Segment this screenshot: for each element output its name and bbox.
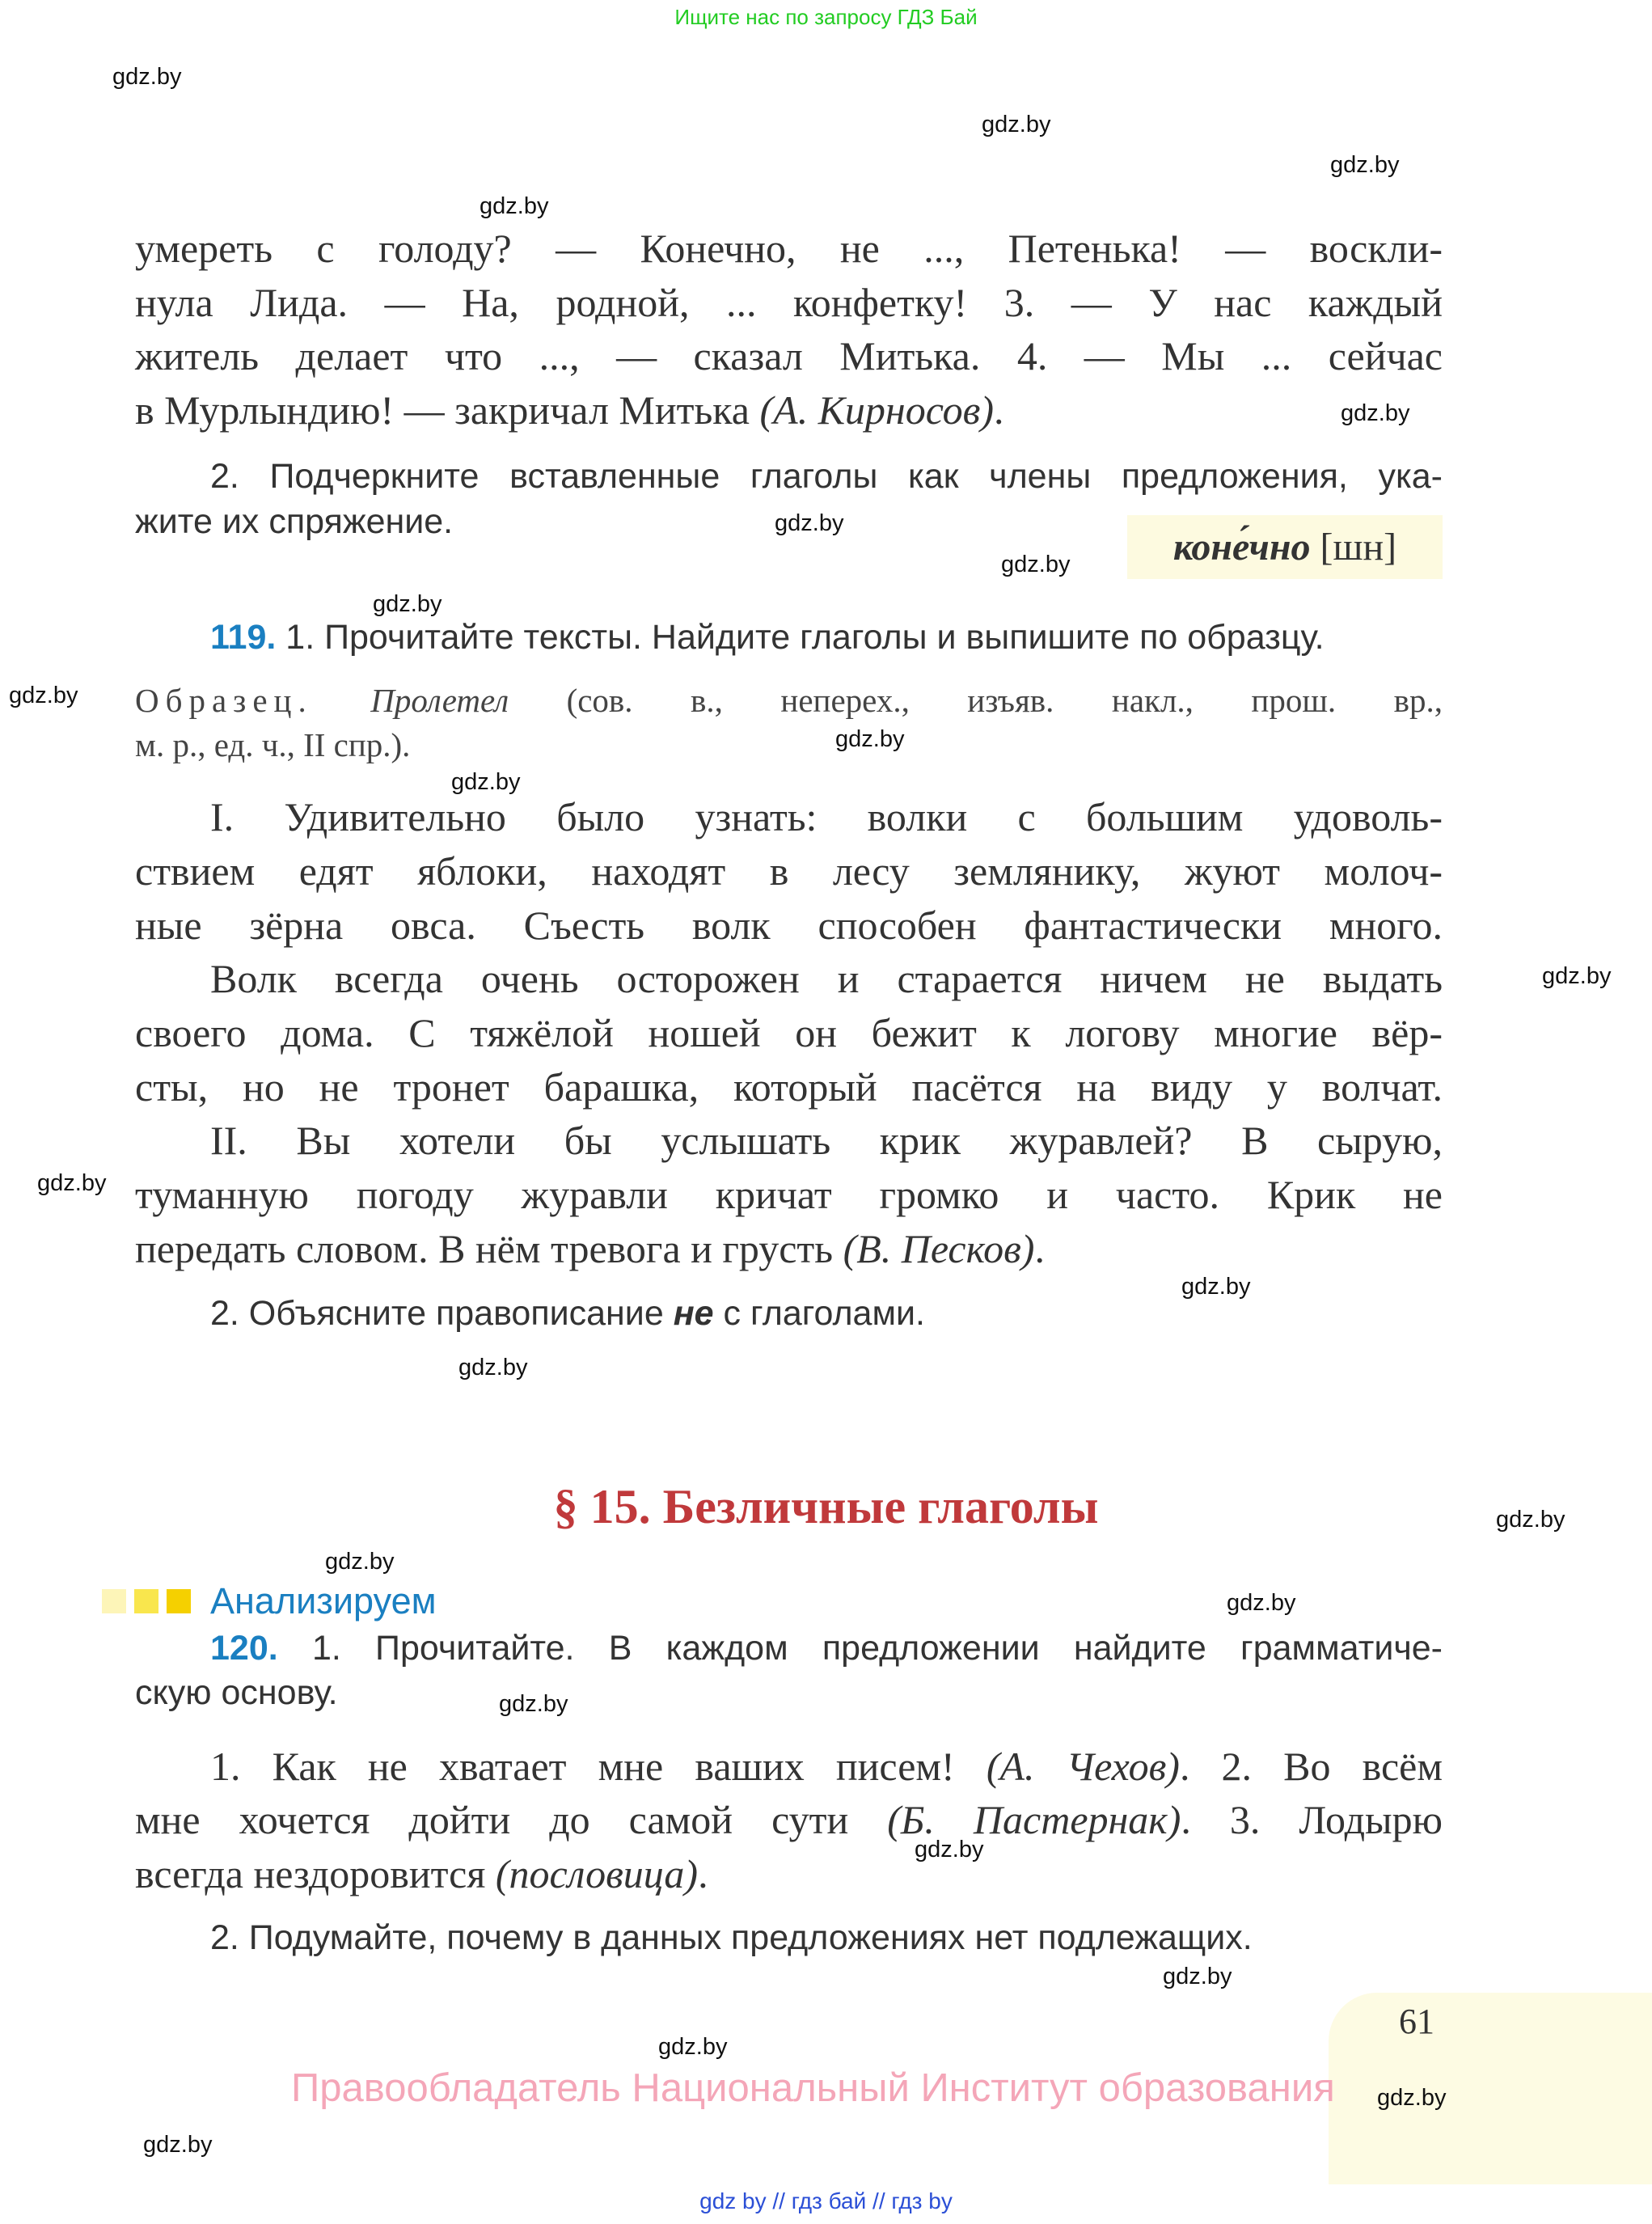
- square-icon: [102, 1589, 126, 1613]
- watermark: gdz.by: [835, 726, 905, 752]
- watermark: gdz.by: [915, 1837, 984, 1862]
- text-segment: .: [994, 387, 1004, 433]
- watermark: gdz.by: [325, 1549, 395, 1575]
- text-line: I. Удивительно было узнать: волки с большим удоволь-: [210, 794, 1443, 839]
- task-text: 1. Прочитайте. В каждом предложении найдите грамматиче-: [277, 1629, 1443, 1668]
- emphasis: не: [673, 1294, 714, 1333]
- search-hint: Ищите нас по запросу ГДЗ Бай: [674, 5, 978, 29]
- watermark: gdz.by: [451, 769, 521, 795]
- text-segment: .: [1034, 1226, 1045, 1271]
- text-line: [135, 1222, 1443, 1276]
- text-segment: всегда нездоровится: [135, 1851, 496, 1896]
- text-line: умереть с голоду? — Конечно, не ..., Петенька! — воскли-: [135, 226, 1443, 271]
- watermark: gdz.by: [1496, 1507, 1565, 1533]
- vocabulary-box: [1127, 515, 1443, 579]
- sample-line: м. р., ед. ч., II спр.).: [135, 726, 411, 763]
- watermark: gdz.by: [458, 1355, 528, 1380]
- text-segment: . 2. Во всём: [1179, 1744, 1443, 1789]
- text-line: II. Вы хотели бы услышать крик журавлей? В сырую,: [210, 1118, 1443, 1163]
- text-segment: в Мурлындию! — закричал Митька: [135, 387, 760, 433]
- watermark: gdz.by: [9, 683, 78, 708]
- watermark: gdz.by: [1163, 1964, 1232, 1989]
- text-segment: 1. Как не хватает мне ваших писем!: [210, 1744, 987, 1789]
- vocab-pronunciation: [шн]: [1320, 526, 1397, 569]
- section-title: § 15. Безличные глаголы: [553, 1480, 1099, 1533]
- watermark: gdz.by: [112, 64, 182, 90]
- text-segment: 2. Объясните правописание: [210, 1294, 674, 1333]
- text-line: ные зёрна овса. Съесть волк способен фантастически много.: [135, 903, 1443, 948]
- text-line: сты, но не тронет барашка, который пасётся на виду у волчат.: [135, 1064, 1443, 1110]
- sample-label: Образец.: [135, 682, 313, 719]
- copyright-notice: Правообладатель Национальный Институт образования: [291, 2066, 1335, 2110]
- vocab-word: коне́чно: [1172, 526, 1311, 569]
- watermark: gdz.by: [1542, 963, 1612, 989]
- author: (В. Песков): [843, 1226, 1035, 1271]
- text-line: туманную погоду журавли кричат громко и часто. Крик не: [135, 1172, 1443, 1217]
- square-icon: [134, 1589, 158, 1613]
- text-segment: (сов. в., неперех., изъяв. накл., прош. вр.,: [566, 682, 1443, 719]
- watermark: gdz.by: [143, 2132, 213, 2158]
- exercise-number: 120.: [210, 1629, 278, 1668]
- text-line: [210, 1740, 1443, 1794]
- task-line: 2. Подумайте, почему в данных предложениях нет подлежащих.: [210, 1918, 1253, 1957]
- task-line: [210, 1291, 1443, 1336]
- task-line: 2. Подчеркните вставленные глаголы как члены предложения, ука-: [210, 457, 1443, 496]
- author: (пословица): [495, 1851, 699, 1896]
- exercise-119-task: [210, 615, 1443, 660]
- text-line: нула Лида. — На, родной, ... конфетку! 3. — У нас каждый: [135, 280, 1443, 325]
- text-line: [135, 383, 1443, 438]
- author: (А. Чехов): [986, 1744, 1180, 1789]
- watermark: gdz.by: [1227, 1590, 1296, 1616]
- footer-links[interactable]: gdz by // гдз бай // гдз by: [699, 2188, 953, 2213]
- rubric: [102, 1579, 437, 1624]
- text-line: [135, 1793, 1443, 1847]
- square-icon: [167, 1589, 191, 1613]
- text-segment: .: [698, 1851, 708, 1896]
- task-text: 1. Прочитайте тексты. Найдите глаголы и выпишите по образцу.: [276, 618, 1325, 657]
- watermark: gdz.by: [480, 193, 549, 219]
- watermark: gdz.by: [775, 510, 844, 536]
- text-line: ствием едят яблоки, находят в лесу землянику, жуют молоч-: [135, 848, 1443, 894]
- watermark: gdz.by: [373, 591, 442, 617]
- rubric-label: Анализируем: [210, 1580, 437, 1621]
- watermark: gdz.by: [1330, 152, 1400, 178]
- exercise-120-task: [210, 1626, 1443, 1671]
- watermark: gdz.by: [37, 1170, 107, 1196]
- page-number: 61: [1399, 2002, 1434, 2041]
- watermark: gdz.by: [1377, 2085, 1447, 2111]
- exercise-number: 119.: [210, 618, 277, 657]
- watermark: gdz.by: [499, 1691, 568, 1717]
- text-segment: передать словом. В нём тревога и грусть: [135, 1226, 843, 1271]
- text-line: [135, 1847, 1443, 1901]
- watermark: gdz.by: [1341, 400, 1410, 426]
- watermark: gdz.by: [1001, 552, 1071, 577]
- text-segment: с глаголами.: [713, 1294, 925, 1333]
- text-segment: мне хочется дойти до самой сути: [135, 1797, 888, 1842]
- task-line: скую основу.: [135, 1673, 338, 1712]
- sample-word: Пролетел: [370, 682, 509, 719]
- watermark: gdz.by: [1181, 1274, 1251, 1300]
- text-line: Волк всегда очень осторожен и старается ничем не выдать: [210, 956, 1443, 1001]
- author: (А. Кирносов): [759, 387, 995, 433]
- watermark: gdz.by: [658, 2034, 728, 2060]
- sample-line: [135, 678, 1443, 723]
- task-line: жите их спряжение.: [135, 502, 454, 541]
- watermark: gdz.by: [982, 112, 1051, 137]
- author: (Б. Пастернак): [887, 1797, 1181, 1842]
- text-line: своего дома. С тяжёлой ношей он бежит к логову многие вёр-: [135, 1010, 1443, 1055]
- text-line: житель делает что ..., — сказал Митька. 4. — Мы ... сейчас: [135, 333, 1443, 378]
- text-segment: . 3. Лодырю: [1181, 1797, 1443, 1842]
